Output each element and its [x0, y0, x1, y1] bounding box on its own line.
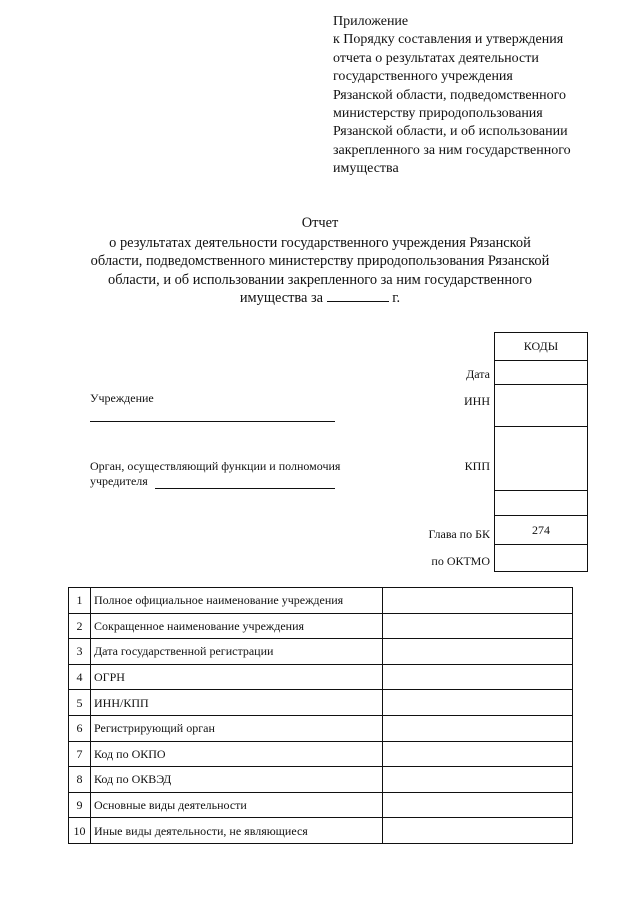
codes-header: КОДЫ: [495, 333, 588, 361]
oktmo-label: по ОКТМО: [431, 554, 490, 568]
row-number: 2: [69, 613, 91, 639]
appendix-line: имущества: [333, 161, 399, 177]
appendix-block: [333, 13, 628, 179]
row-label: ОГРН: [91, 664, 383, 690]
table-row: [69, 664, 573, 690]
period-prefix: имущества за: [239, 290, 324, 307]
row-number: 7: [69, 741, 91, 767]
info-table: [68, 587, 573, 844]
appendix-line: Приложение: [333, 14, 409, 29]
row-number: 10: [69, 818, 91, 844]
appendix-line: Рязанской области, подведомственного: [333, 87, 566, 103]
row-value-cell[interactable]: [383, 690, 573, 716]
row-label: Код по ОКВЭД: [91, 767, 383, 793]
table-row: [69, 639, 573, 665]
table-row: [69, 792, 573, 818]
table-row: [69, 690, 573, 716]
row-number: 1: [69, 588, 91, 614]
row-number: 8: [69, 767, 91, 793]
report-heading: Отчет: [301, 215, 339, 231]
appendix-line: отчета о результатах деятельности: [333, 50, 539, 66]
date-label: Дата: [466, 367, 490, 381]
glava-label: Глава по БК: [428, 527, 490, 541]
row-label: ИНН/КПП: [91, 690, 383, 716]
row-number: 5: [69, 690, 91, 716]
row-value-cell[interactable]: [383, 818, 573, 844]
row-value-cell[interactable]: [383, 639, 573, 665]
row-value-cell[interactable]: [383, 664, 573, 690]
appendix-line: к Порядку составления и утверждения: [333, 32, 564, 48]
table-row: [69, 767, 573, 793]
row-value-cell[interactable]: [383, 741, 573, 767]
institution-blank[interactable]: [90, 421, 335, 422]
kpp-label: КПП: [464, 459, 490, 473]
row-value-cell[interactable]: [383, 588, 573, 614]
organ-blank[interactable]: [155, 488, 335, 489]
inn-label: ИНН: [464, 394, 490, 408]
row-number: 9: [69, 792, 91, 818]
row-label: Иные виды деятельности, не являющиеся: [91, 818, 383, 844]
table-row: [69, 715, 573, 741]
table-row: [69, 588, 573, 614]
row-label: Код по ОКПО: [91, 741, 383, 767]
date-code-cell[interactable]: [495, 361, 588, 385]
row-value-cell[interactable]: [383, 613, 573, 639]
report-subtitle-line: области, подведомственного министерству природопользования Рязанской: [90, 253, 550, 270]
codes-table: [494, 332, 588, 572]
table-row: [69, 818, 573, 844]
report-title: [80, 214, 560, 308]
row-value-cell[interactable]: [383, 767, 573, 793]
row-label: Сокращенное наименование учреждения: [91, 613, 383, 639]
row-number: 3: [69, 639, 91, 665]
report-subtitle-line: области, и об использовании закрепленного за ним государственного: [108, 271, 532, 288]
row-number: 6: [69, 715, 91, 741]
appendix-line: Рязанской области, и об использовании: [333, 124, 568, 140]
oktmo-code-cell[interactable]: [495, 545, 588, 572]
row-value-cell[interactable]: [383, 792, 573, 818]
table-row: [69, 613, 573, 639]
row-number: 4: [69, 664, 91, 690]
inn-code-cell[interactable]: [495, 385, 588, 427]
row-label: Основные виды деятельности: [91, 792, 383, 818]
kpp-code-cell[interactable]: [495, 427, 588, 491]
row-label: Полное официальное наименование учреждения: [91, 588, 383, 614]
blank-code-cell[interactable]: [495, 491, 588, 516]
row-value-cell[interactable]: [383, 715, 573, 741]
organ-label-line1: Орган, осуществляющий функции и полномочия: [90, 459, 341, 473]
table-row: [69, 741, 573, 767]
appendix-line: закрепленного за ним государственного: [333, 142, 571, 158]
glava-code-cell: 274: [495, 516, 588, 545]
row-label: Регистрирующий орган: [91, 715, 383, 741]
row-label: Дата государственной регистрации: [91, 639, 383, 665]
appendix-line: министерству природопользования: [333, 106, 543, 122]
appendix-line: государственного учреждения: [333, 69, 513, 85]
period-suffix: г.: [392, 290, 401, 307]
report-subtitle-line: о результатах деятельности государственного учреждения Рязанской: [109, 234, 531, 251]
organ-label-line2: учредителя: [90, 474, 148, 488]
report-period-line: [80, 289, 560, 308]
institution-label: Учреждение: [90, 391, 154, 405]
period-blank[interactable]: [327, 289, 389, 302]
